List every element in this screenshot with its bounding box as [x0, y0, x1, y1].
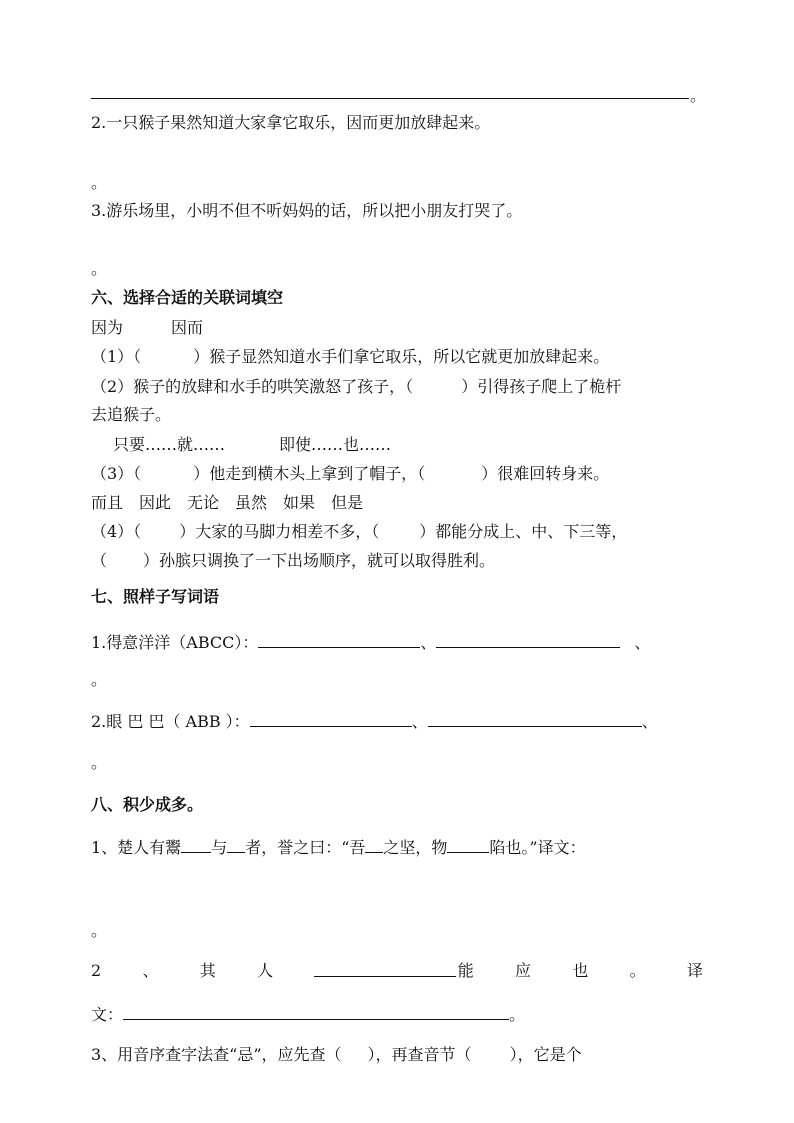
q4-mid: ）大家的马脚力相差不多，（ — [179, 522, 380, 541]
separator: 、 — [420, 633, 437, 652]
item1-part-a: 1、楚人有鬻 — [91, 838, 182, 857]
q1-prefix: （1）（ — [91, 347, 142, 366]
section-8-heading: 八、积少成多。 — [91, 795, 204, 814]
word-item-2-label: 2.眼 巴 巴（ ABB ）： — [91, 712, 250, 731]
word-item-1 — [91, 631, 650, 654]
item1-blank-4[interactable] — [447, 836, 489, 853]
item2-word: 也 — [572, 961, 589, 980]
option-zhiyao-jiu: 只要……就…… — [113, 435, 226, 454]
word-item-1-end: 。 — [91, 670, 108, 689]
q3-mid: ）他走到横木头上拿到了帽子，（ — [193, 464, 426, 483]
item2-word: 、 — [142, 961, 159, 980]
item-2-sentence: 2.一只猴子果然知道大家拿它取乐，因而更加放肆起来。 — [91, 113, 491, 132]
options-row-1 — [91, 317, 203, 339]
item-2-period: 。 — [91, 173, 108, 192]
item-3-period: 。 — [91, 259, 108, 278]
accumulate-item-2-line-1 — [91, 960, 703, 982]
question-3 — [91, 463, 609, 485]
accumulate-item-1-end: 。 — [91, 921, 108, 940]
period: 。 — [690, 86, 707, 105]
item2-blank-1[interactable] — [314, 960, 456, 977]
item2-word: 译 — [686, 961, 703, 980]
separator: 、 — [411, 712, 428, 731]
word-item-1-blank-2[interactable] — [436, 631, 620, 648]
word-item-2-end: 。 — [91, 753, 108, 772]
q4-prefix: （4）（ — [91, 522, 142, 541]
option-yiner: 因而 — [171, 318, 204, 337]
option-yinwei: 因为 — [91, 318, 124, 337]
q3-end: ）很难回转身来。 — [481, 464, 610, 483]
item2-word: 2 — [91, 961, 102, 980]
q4-open: （ — [91, 551, 108, 570]
options-row-2 — [113, 434, 391, 456]
accumulate-item-2-line-2 — [91, 1003, 525, 1026]
word-item-2-blank-2[interactable] — [428, 710, 642, 727]
section-6-heading: 六、选择合适的关联词填空 — [91, 288, 284, 307]
item3-part-a: 3、用音序查字法查“忌”，应先查（ — [91, 1045, 342, 1064]
question-2-line-2: 去追猴子。 — [91, 405, 172, 424]
item2-blank-2[interactable] — [123, 1003, 509, 1020]
q3-prefix: （3）（ — [91, 464, 142, 483]
q4-text: ）孙膑只调换了一下出场顺序，就可以取得胜利。 — [143, 551, 496, 570]
item1-blank-2[interactable] — [227, 836, 245, 853]
question-1 — [91, 346, 609, 368]
item2-label: 文： — [91, 1005, 124, 1024]
item-3-sentence: 3.游乐场里，小明不但不听妈妈的话，所以把小朋友打哭了。 — [91, 201, 523, 220]
item2-word: 能 — [457, 961, 474, 980]
options-row-3: 而且 因此 无论 虽然 如果 但是 — [91, 493, 364, 512]
word-item-1-label: 1.得意洋洋（ABCC）： — [91, 633, 259, 652]
item1-part-b: 与 — [211, 838, 228, 857]
item1-part-c: 者，誉之曰：“吾 — [245, 838, 366, 857]
option-jishi-ye: 即使……也…… — [279, 435, 392, 454]
q2-prefix: （2）猴子的放肆和水手的哄笑激怒了孩子，（ — [91, 377, 414, 396]
section-7-heading: 七、照样子写词语 — [91, 587, 220, 606]
question-4-line-2 — [91, 550, 495, 572]
item1-part-d: 之坚，物 — [383, 838, 448, 857]
q2-text: ）引得孩子爬上了桅杆 — [461, 377, 622, 396]
accumulate-item-1 — [91, 836, 586, 859]
item2-word: 。 — [629, 961, 646, 980]
word-item-1-blank-1[interactable] — [258, 631, 420, 648]
q1-text: ）猴子显然知道水手们拿它取乐，所以它就更加放肆起来。 — [193, 347, 610, 366]
item1-blank-3[interactable] — [365, 836, 383, 853]
q4-end: ）都能分成上、中、下三等， — [419, 522, 628, 541]
item2-word: 应 — [515, 961, 532, 980]
answer-line-top — [91, 98, 689, 99]
accumulate-item-3 — [91, 1044, 582, 1066]
item1-part-e: 陷也。”译文： — [489, 838, 586, 857]
item2-word: 其 — [199, 961, 216, 980]
word-item-2 — [91, 710, 658, 733]
item2-end: 。 — [509, 1005, 526, 1024]
separator: 、 — [641, 712, 658, 731]
question-2-line-1 — [91, 376, 621, 398]
item3-part-b: ），再查音节（ — [367, 1045, 472, 1064]
separator: 、 — [634, 633, 651, 652]
word-item-2-blank-1[interactable] — [250, 710, 412, 727]
question-4-line-1 — [91, 521, 627, 543]
item3-part-c: ），它是个 — [509, 1045, 582, 1064]
item1-blank-1[interactable] — [181, 836, 211, 853]
item2-word: 人 — [257, 961, 274, 980]
